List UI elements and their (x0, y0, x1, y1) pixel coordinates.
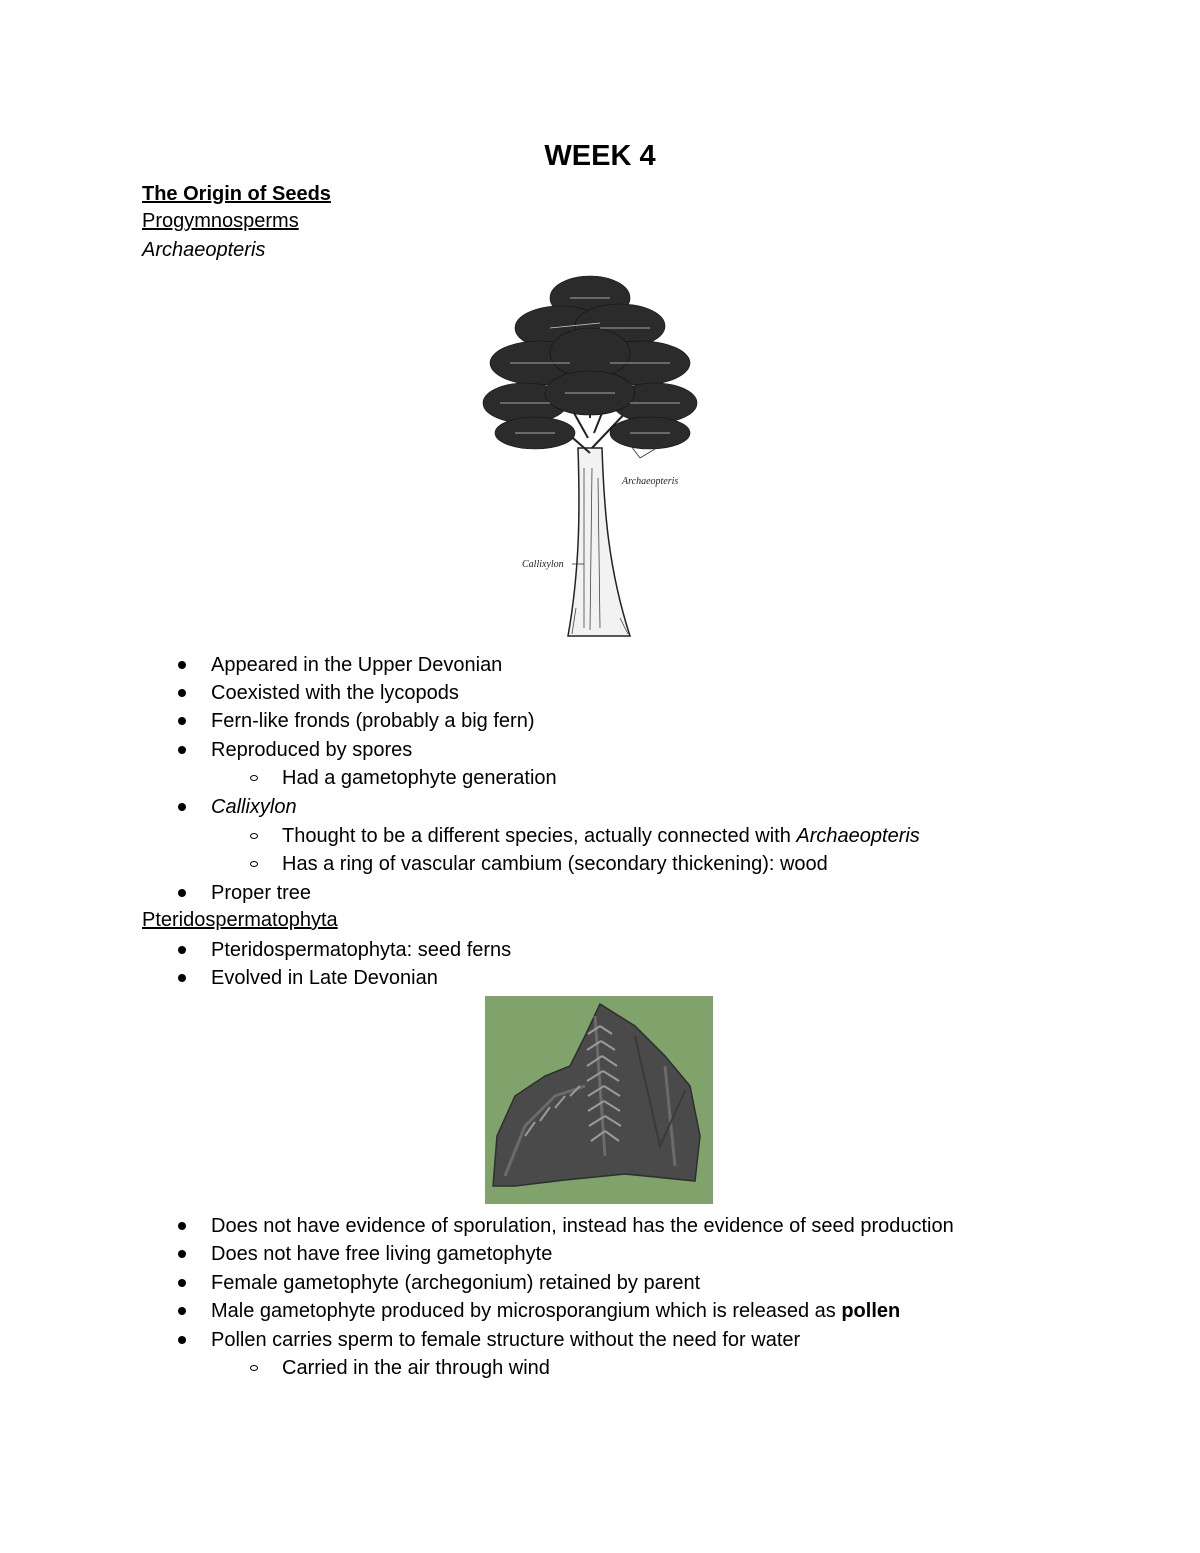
bullet-icon (178, 1250, 186, 1258)
seed-fern-fossil-photo (485, 996, 713, 1204)
hollow-bullet-icon (250, 833, 258, 839)
page-title: WEEK 4 (544, 140, 656, 172)
bullet-icon (178, 889, 186, 897)
bullet-icon (178, 974, 186, 982)
genus-archaeopteris: Archaeopteris (142, 239, 266, 261)
hollow-bullet-icon (250, 775, 258, 781)
archaeopteris-tree-illustration (480, 268, 720, 640)
tree-drawing (480, 268, 720, 640)
figure-label-callixylon: Callixylon (522, 559, 564, 570)
subheading-progymnosperms: Progymnosperms (142, 210, 299, 232)
bullet-icon (178, 717, 186, 725)
bullet-icon (178, 1222, 186, 1230)
fossil-drawing (485, 996, 713, 1204)
bullet-icon (178, 803, 186, 811)
bullet-icon (178, 1336, 186, 1344)
bullet-icon (178, 1279, 186, 1287)
bullet-icon (178, 661, 186, 669)
bullet-icon (178, 946, 186, 954)
section-heading: The Origin of Seeds (142, 183, 331, 205)
document-page: WEEK 4 The Origin of Seeds Progymnosperms Archaeopteris Archaeopteris Callixylon Appeared in the Upper Devonian Coexisted with the lycopods Fern-like fronds (probably a big fern) Reproduced by spores Had a gametophyte generation Callixylon Thought to be a different species, actually connected with Archaeopteris Has a ring of vascular cambium (secondary thickening): wood Proper tree Pteridospermatophyta Pteridospermatophyta: seed ferns Evolved in Late Devonian Does not have evidence of sporulation, instead has the evidence of seed production Does not have free living gametophyte Female gametophyte (archegonium) retained by parent Male gametophyte produced by microsporangium which is released as pollen Pollen carries sperm to female structure without the need for water Carried in the air through wind (0, 0, 1200, 1553)
subheading-pteridospermatophyta: Pteridospermatophyta (142, 909, 338, 931)
bullet-icon (178, 746, 186, 754)
hollow-bullet-icon (250, 861, 258, 867)
figure-label-archaeopteris: Archaeopteris (622, 476, 679, 487)
bullet-icon (178, 689, 186, 697)
hollow-bullet-icon (250, 1365, 258, 1371)
bullet-icon (178, 1307, 186, 1315)
